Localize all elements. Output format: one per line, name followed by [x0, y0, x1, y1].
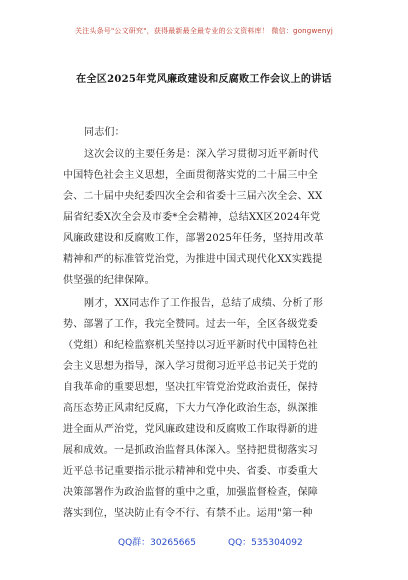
document-title: 在全区2025年党风廉政建设和反腐败工作会议上的讲话: [76, 74, 332, 85]
body-line: 进全面从严治党，党风廉政建设和反腐败工作取得新的进: [63, 424, 318, 435]
body-line: 风廉政建设和反腐败工作，部署2025年任务，坚持用改革: [63, 233, 324, 244]
body-line: 高压态势正风肃纪反腐，下大力气净化政治生态，纵深推: [63, 403, 318, 414]
body-line: 这次会议的主要任务是：深入学习贯彻习近平新时代: [84, 149, 319, 160]
body-line: （党组）和纪检监察机关坚持以习近平新时代中国特色社: [63, 340, 318, 351]
body-line: 近平总书记重要指示批示精神和党中央、省委、市委重大: [63, 466, 318, 477]
body-line: 供坚强的纪律保障。: [63, 275, 155, 286]
body-line: 展和成效。一是抓政治监督具体深入。坚持把贯彻落实习: [63, 445, 318, 456]
header-promo-note: 关注头条号"公文研究"，获得最新最全最专业的公文资料库！ 微信：gongwenyj: [74, 27, 334, 35]
body-line: 落实到位，坚决防止有令不行、有禁不止。运用"第一种: [63, 508, 313, 519]
body-line: 会主义思想为指导，深入学习贯彻习近平总书记关于党的: [63, 361, 318, 372]
body-line: 势、部署了工作，我完全赞同。过去一年，全区各级党委: [63, 319, 318, 330]
body-line: 中国特色社会主义思想，全面贯彻落实党的二十届三中全: [63, 170, 318, 181]
footer-qq-number: QQ：535304092: [228, 538, 303, 548]
greeting: 同志们：: [84, 127, 125, 138]
body-line: 决策部署作为政治监督的重中之重，加强监督检查，保障: [63, 487, 318, 498]
body-line: 刚才，XX同志作了工作报告，总结了成绩、分析了形: [84, 298, 324, 309]
body-line: 届省纪委X次全会及市委*全会精神，总结XX区2024年党: [63, 212, 321, 223]
footer-qq-group: QQ群：30265665: [118, 538, 196, 548]
body-line: 会、二十届中央纪委四次全会和省委十三届六次全会、XX: [63, 191, 323, 202]
body-line: 精神和严的标准管党治党，为推进中国式现代化XX实践提: [63, 254, 323, 265]
body-line: 自我革命的重要思想，坚决扛牢管党治党政治责任，保持: [63, 382, 318, 393]
